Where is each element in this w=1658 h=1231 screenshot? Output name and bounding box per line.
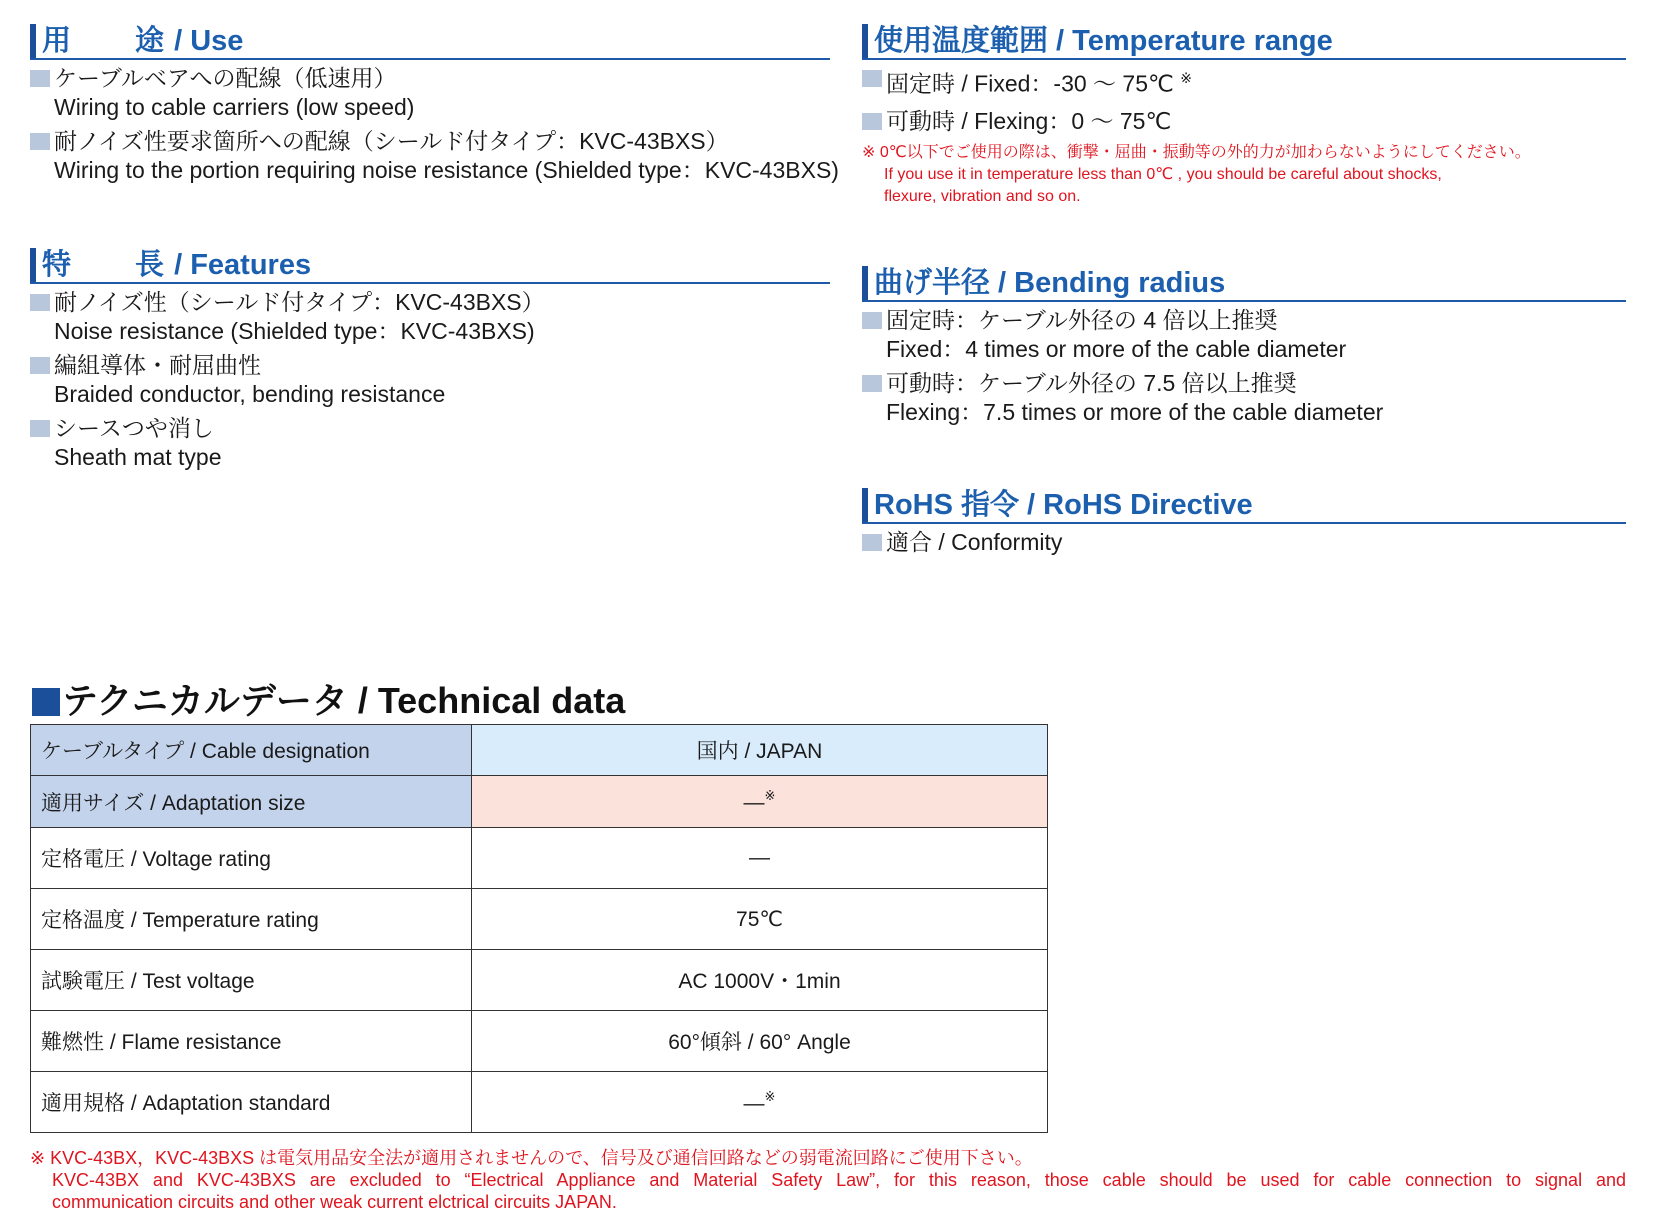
row-label: ケーブルタイプ / Cable designation [31,725,472,776]
use-item-2-jp: 耐ノイズ性要求箇所への配線（シールド付タイプ：KVC-43BXS） [54,128,729,154]
features-item-3-jp: シースつや消し [54,415,214,441]
features-item-1-jp: 耐ノイズ性（シールド付タイプ：KVC-43BXS） [54,289,545,315]
bending-item-2-en: Flexing：7.5 times or more of the cable diameter [886,399,1384,425]
footnote-line-1: ※ KVC-43BX，KVC-43BXS は電気用品安全法が適用されませんので、信号及び通信回路などの弱電流回路にご使用下さい。 [30,1148,1033,1168]
row-value-text: ― [743,1091,765,1115]
title-square-icon [32,688,60,716]
temperature-note-en-2: flexure, vibration and so on. [884,187,1081,205]
row-label: 試験電圧 / Test voltage [31,950,472,1011]
technical-data-table [30,724,1048,1133]
row-label: 適用規格 / Adaptation standard [31,1072,472,1133]
row-value-text: ― [749,846,770,869]
row-label: 定格温度 / Temperature rating [31,889,472,950]
row-value [472,1072,1048,1133]
features-item-1-en: Noise resistance (Shielded type：KVC-43BXS) [54,318,535,344]
row-value-text: 75℃ [736,907,783,931]
bending-item-1 [862,306,1626,364]
footnote-mark: ※ [764,788,776,803]
row-label: 定格電圧 / Voltage rating [31,828,472,889]
features-item-2-jp: 編組導体・耐屈曲性 [54,352,261,378]
use-heading [30,24,830,60]
bending-item-1-jp: 固定時：ケーブル外径の 4 倍以上推奨 [886,307,1278,333]
bullet-square-icon [30,357,50,374]
bending-item-1-en: Fixed：4 times or more of the cable diameter [886,336,1347,362]
bullet-square-icon [30,294,50,311]
row-label: 難燃性 / Flame resistance [31,1011,472,1072]
use-item-2-en: Wiring to the portion requiring noise resistance (Shielded type：KVC-43BXS) [54,157,839,183]
row-value-text: AC 1000V・1min [678,970,841,993]
bullet-square-icon [862,113,882,130]
footnote [30,1147,1626,1213]
table-row [31,776,1048,828]
bullet-square-icon [862,375,882,392]
row-value [472,1011,1048,1072]
table-row [31,889,1048,950]
temperature-note-jp: ※ 0℃以下でご使用の際は、衝撃・屈曲・振動等の外的力が加わらないようにしてください。 [862,143,1531,161]
use-heading-jp: 用 途 [42,25,167,57]
features-item-1 [30,288,830,346]
features-item-3-en: Sheath mat type [54,444,222,470]
row-value-text: 60°傾斜 / 60° Angle [668,1031,851,1054]
temperature-fixed [862,64,1626,99]
features-heading-jp: 特 長 [42,249,167,281]
features-item-2 [30,351,830,409]
features-section [30,248,830,472]
bending-section [862,266,1626,427]
row-value [472,725,1048,776]
features-heading-en: / Features [174,249,312,281]
temperature-flexing [862,107,1626,136]
row-value [472,776,1048,828]
use-item-1-jp: ケーブルベアへの配線（低速用） [54,65,397,91]
table-row [31,1011,1048,1072]
rohs-item [862,528,1626,557]
rohs-section [862,488,1626,557]
features-item-2-en: Braided conductor, bending resistance [54,381,446,407]
bullet-square-icon [862,312,882,329]
table-row [31,828,1048,889]
footnote-line-3: communication circuits and other weak current elctrical circuits JAPAN. [52,1192,617,1212]
use-item-1-en: Wiring to cable carriers (low speed) [54,94,415,120]
table-row [31,950,1048,1011]
use-heading-en: / Use [174,25,244,57]
technical-data-title [32,680,625,722]
bending-heading: 曲げ半径 / Bending radius [862,266,1626,302]
row-value [472,950,1048,1011]
bullet-square-icon [30,420,50,437]
temperature-flexing-text: 可動時 / Flexing：0 ～ 75℃ [886,107,1172,134]
bullet-square-icon [862,534,882,551]
technical-data-title-text: テクニカルデータ / Technical data [62,680,626,721]
row-value [472,828,1048,889]
temperature-heading: 使用温度範囲 / Temperature range [862,24,1626,60]
temperature-fixed-mark: ※ [1180,70,1192,86]
row-label: 適用サイズ / Adaptation size [31,776,472,828]
row-value-text: 国内 / JAPAN [696,740,823,763]
bending-item-2 [862,369,1626,427]
use-item-2 [30,127,839,185]
footnote-mark: ※ [764,1088,776,1104]
temperature-fixed-text: 固定時 / Fixed：-30 ～ 75℃ [886,70,1174,97]
temperature-section [862,24,1626,208]
bullet-square-icon [30,133,50,150]
bullet-square-icon [862,70,882,87]
bending-item-2-jp: 可動時：ケーブル外径の 7.5 倍以上推奨 [886,370,1297,396]
footnote-line-2: KVC-43BX and KVC-43BXS are excluded to “Electrical Appliance and Material Safety Law”, for this reason, those cable should be used for cable connection to signal and [52,1170,1626,1190]
features-item-3 [30,414,830,472]
row-value [472,889,1048,950]
bullet-square-icon [30,70,50,87]
features-heading [30,248,830,284]
use-section [30,24,839,185]
table-row [31,725,1048,776]
rohs-heading: RoHS 指令 / RoHS Directive [862,488,1626,524]
temperature-note-en-1: If you use it in temperature less than 0℃ , you should be careful about shocks, [884,165,1442,183]
rohs-item-text: 適合 / Conformity [886,529,1063,555]
row-value-text: ― [743,791,765,814]
table-row [31,1072,1048,1133]
temperature-note [862,142,1626,208]
use-item-1 [30,64,830,122]
